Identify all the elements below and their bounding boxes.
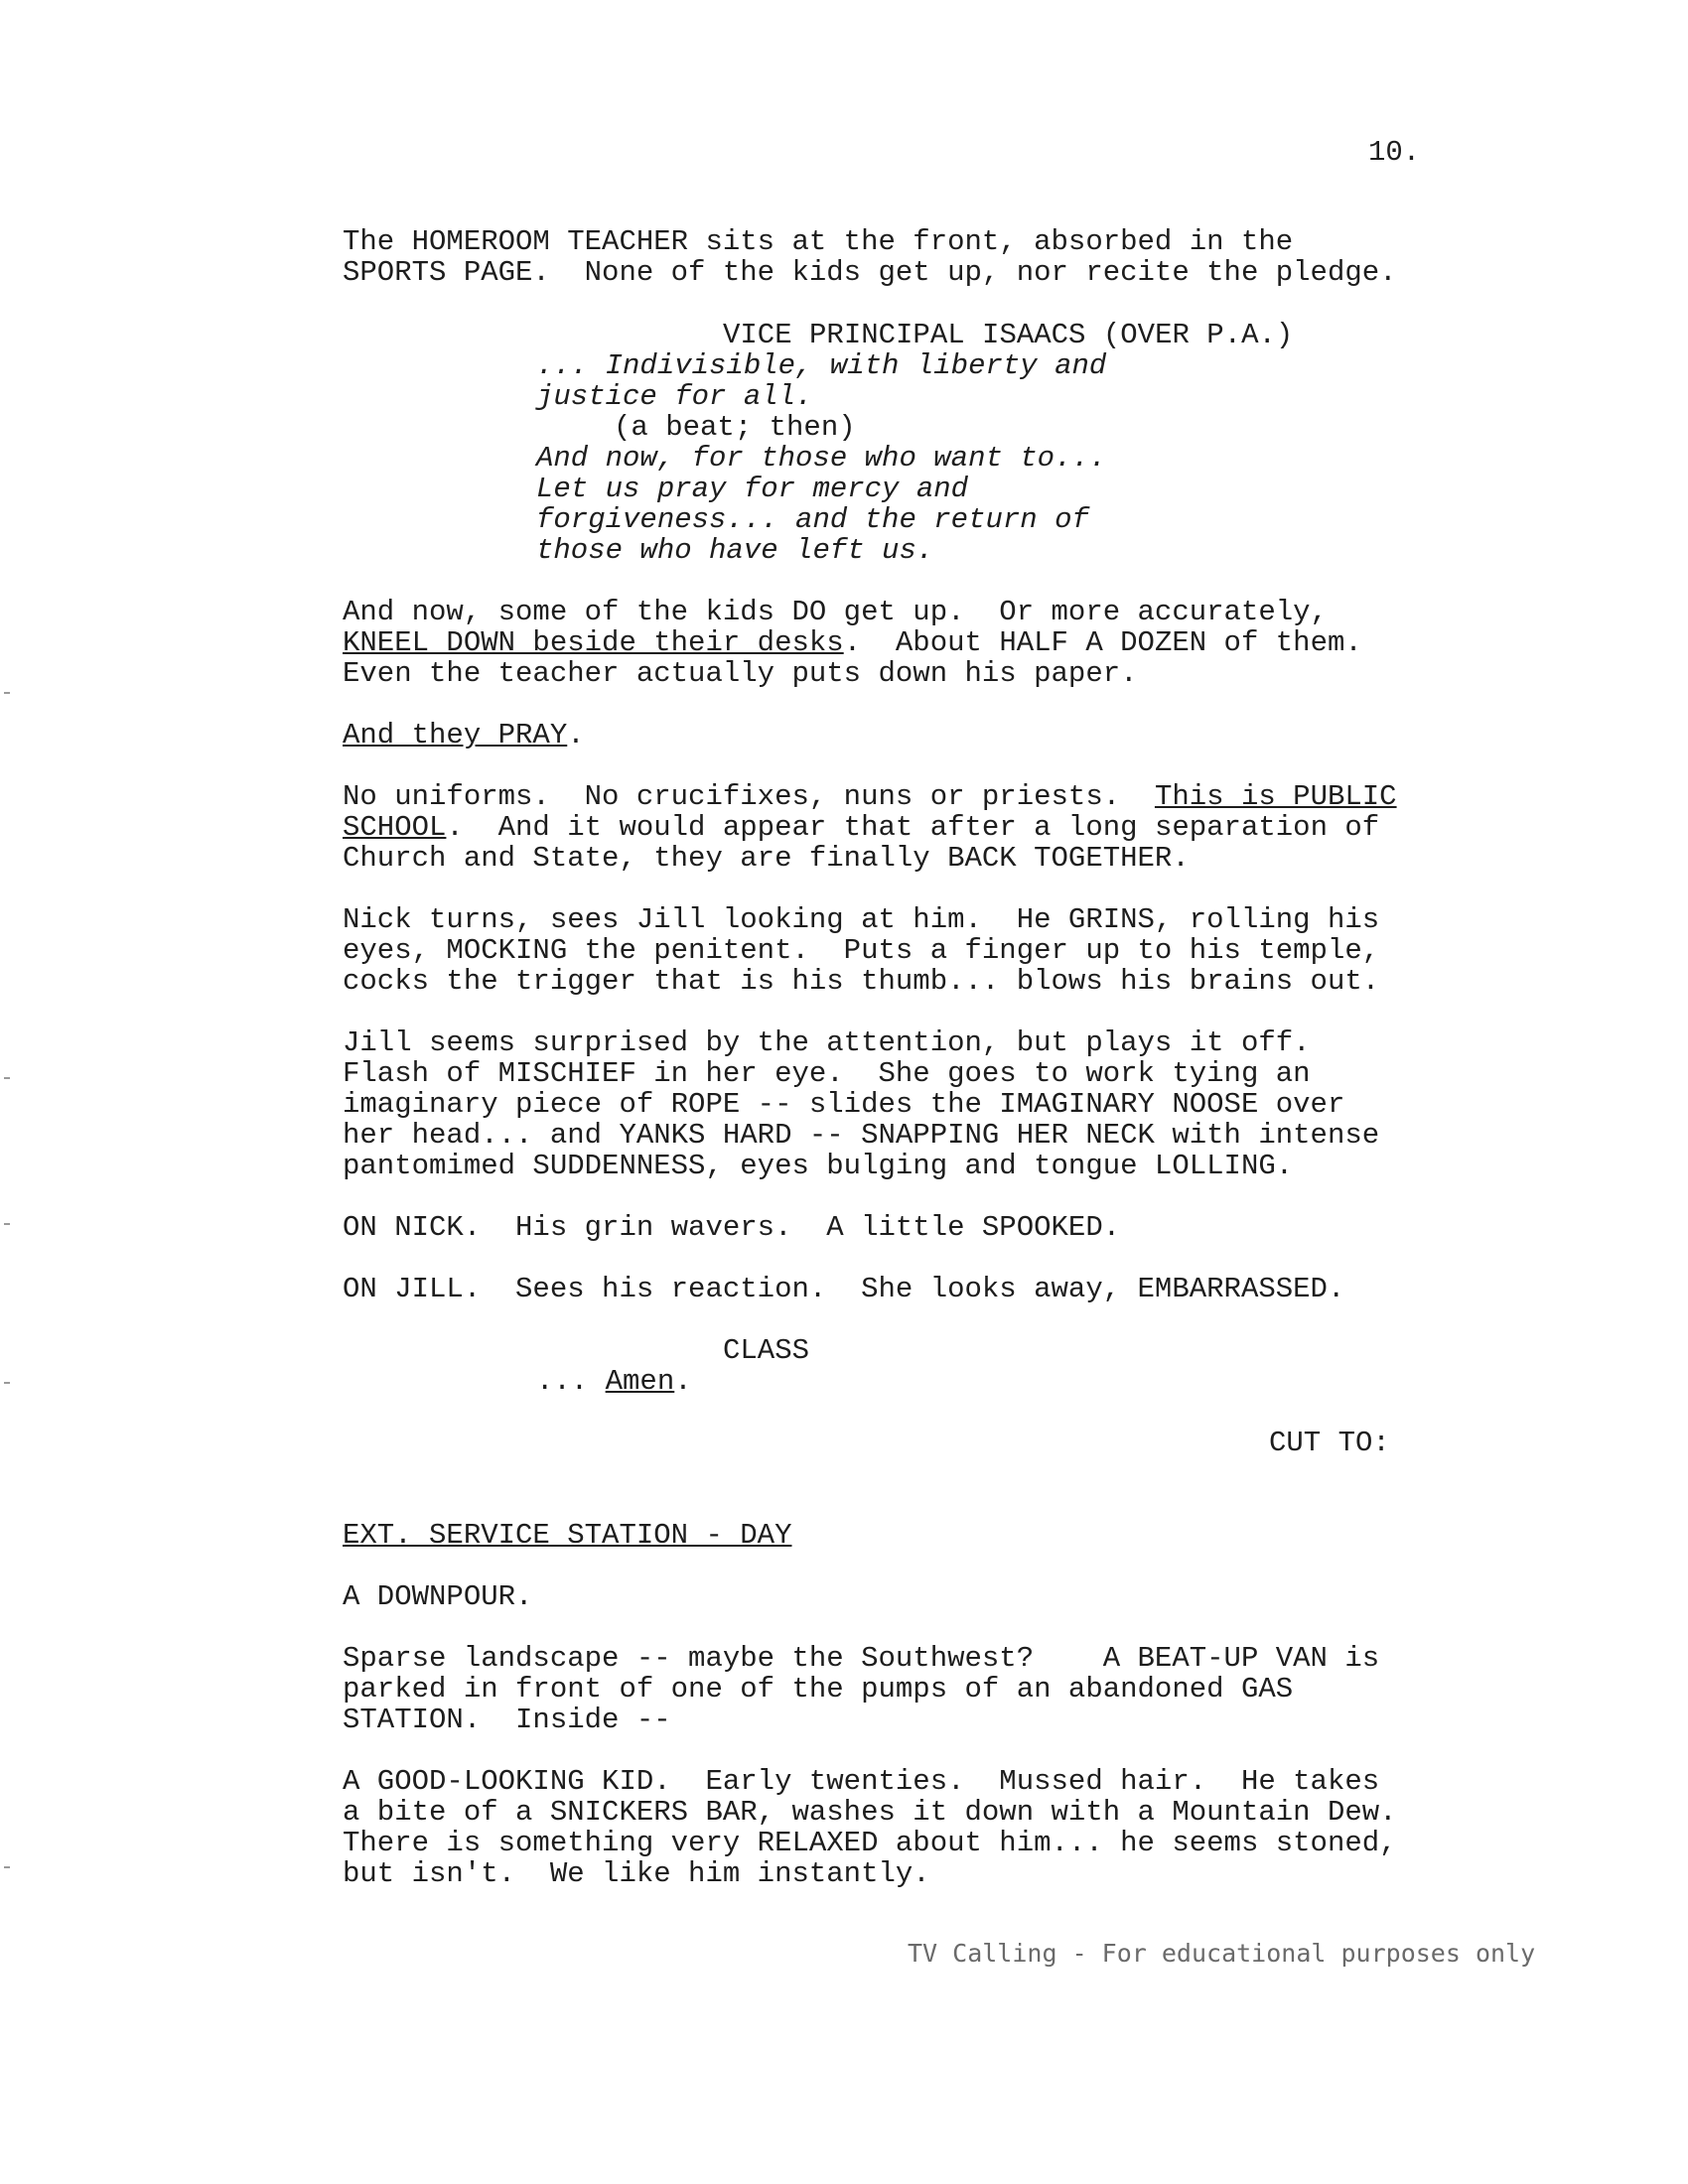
action-nick-turns: Nick turns, sees Jill looking at him. He GRINS, rolling his eyes, MOCKING the penitent. Puts a finger up to his temple, cocks the trigger that is his thumb... blows his brains out. <box>343 903 1380 998</box>
action-jill-noose: Jill seems surprised by the attention, but plays it off. Flash of MISCHIEF in her eye. She goes to work tying an imaginary piece of ROPE -- slides the IMAGINARY NOOSE over her head... and YANKS HARD -- SNAPPING HER NECK with intense pantomimed SUDDENNESS, eyes bulging and tongue LOLLING. <box>343 1026 1380 1182</box>
margin-mark <box>4 692 10 694</box>
margin-mark <box>4 1382 10 1384</box>
character-class: CLASS <box>723 1334 810 1367</box>
action-kneel-down: And now, some of the kids DO get up. Or more accurately, KNEEL DOWN beside their desks. About HALF A DOZEN of them. Even the teacher actually puts down his paper. <box>343 596 1362 690</box>
action-sparse-landscape: Sparse landscape -- maybe the Southwest? A BEAT-UP VAN is parked in front of one of the pumps of an abandoned GAS STATION. Inside -- <box>343 1642 1380 1736</box>
margin-mark <box>4 1077 10 1079</box>
action-public-school: No uniforms. No crucifixes, nuns or priests. This is PUBLIC SCHOOL. And it would appear that after a long separation of Church and State, they are finally BACK TOGETHER. <box>343 780 1397 875</box>
scene-heading: EXT. SERVICE STATION - DAY <box>343 1519 792 1552</box>
character-vice-principal: VICE PRINCIPAL ISAACS (OVER P.A.) <box>723 319 1294 351</box>
page-number: 10. <box>1368 136 1421 169</box>
transition-cut-to: CUT TO: <box>1269 1427 1390 1459</box>
action-on-jill: ON JILL. Sees his reaction. She looks away, EMBARRASSED. <box>343 1273 1345 1305</box>
action-they-pray: And they PRAY. <box>343 719 585 751</box>
dialogue-vice-principal-1: ... Indivisible, with liberty and justice for all. <box>536 349 1107 413</box>
watermark: TV Calling - For educational purposes only <box>908 1939 1536 1968</box>
margin-mark <box>4 1223 10 1225</box>
action-downpour: A DOWNPOUR. <box>343 1580 533 1613</box>
action-on-nick: ON NICK. His grin wavers. A little SPOOKED. <box>343 1211 1121 1244</box>
parenthetical-a-beat: (a beat; then) <box>614 411 856 444</box>
action-homeroom-teacher: The HOMEROOM TEACHER sits at the front, absorbed in the SPORTS PAGE. None of the kids get up, nor recite the pledge. <box>343 225 1397 289</box>
dialogue-vice-principal-2: And now, for those who want to... Let us pray for mercy and forgiveness... and the return of those who have left us. <box>536 442 1107 567</box>
margin-mark <box>4 1866 10 1868</box>
action-good-looking-kid: A GOOD-LOOKING KID. Early twenties. Mussed hair. He takes a bite of a SNICKERS BAR, washes it down with a Mountain Dew. There is something very RELAXED about him... he seems stoned, but isn't. We like him instantly. <box>343 1765 1397 1890</box>
dialogue-class: ... Amen. <box>536 1365 692 1398</box>
